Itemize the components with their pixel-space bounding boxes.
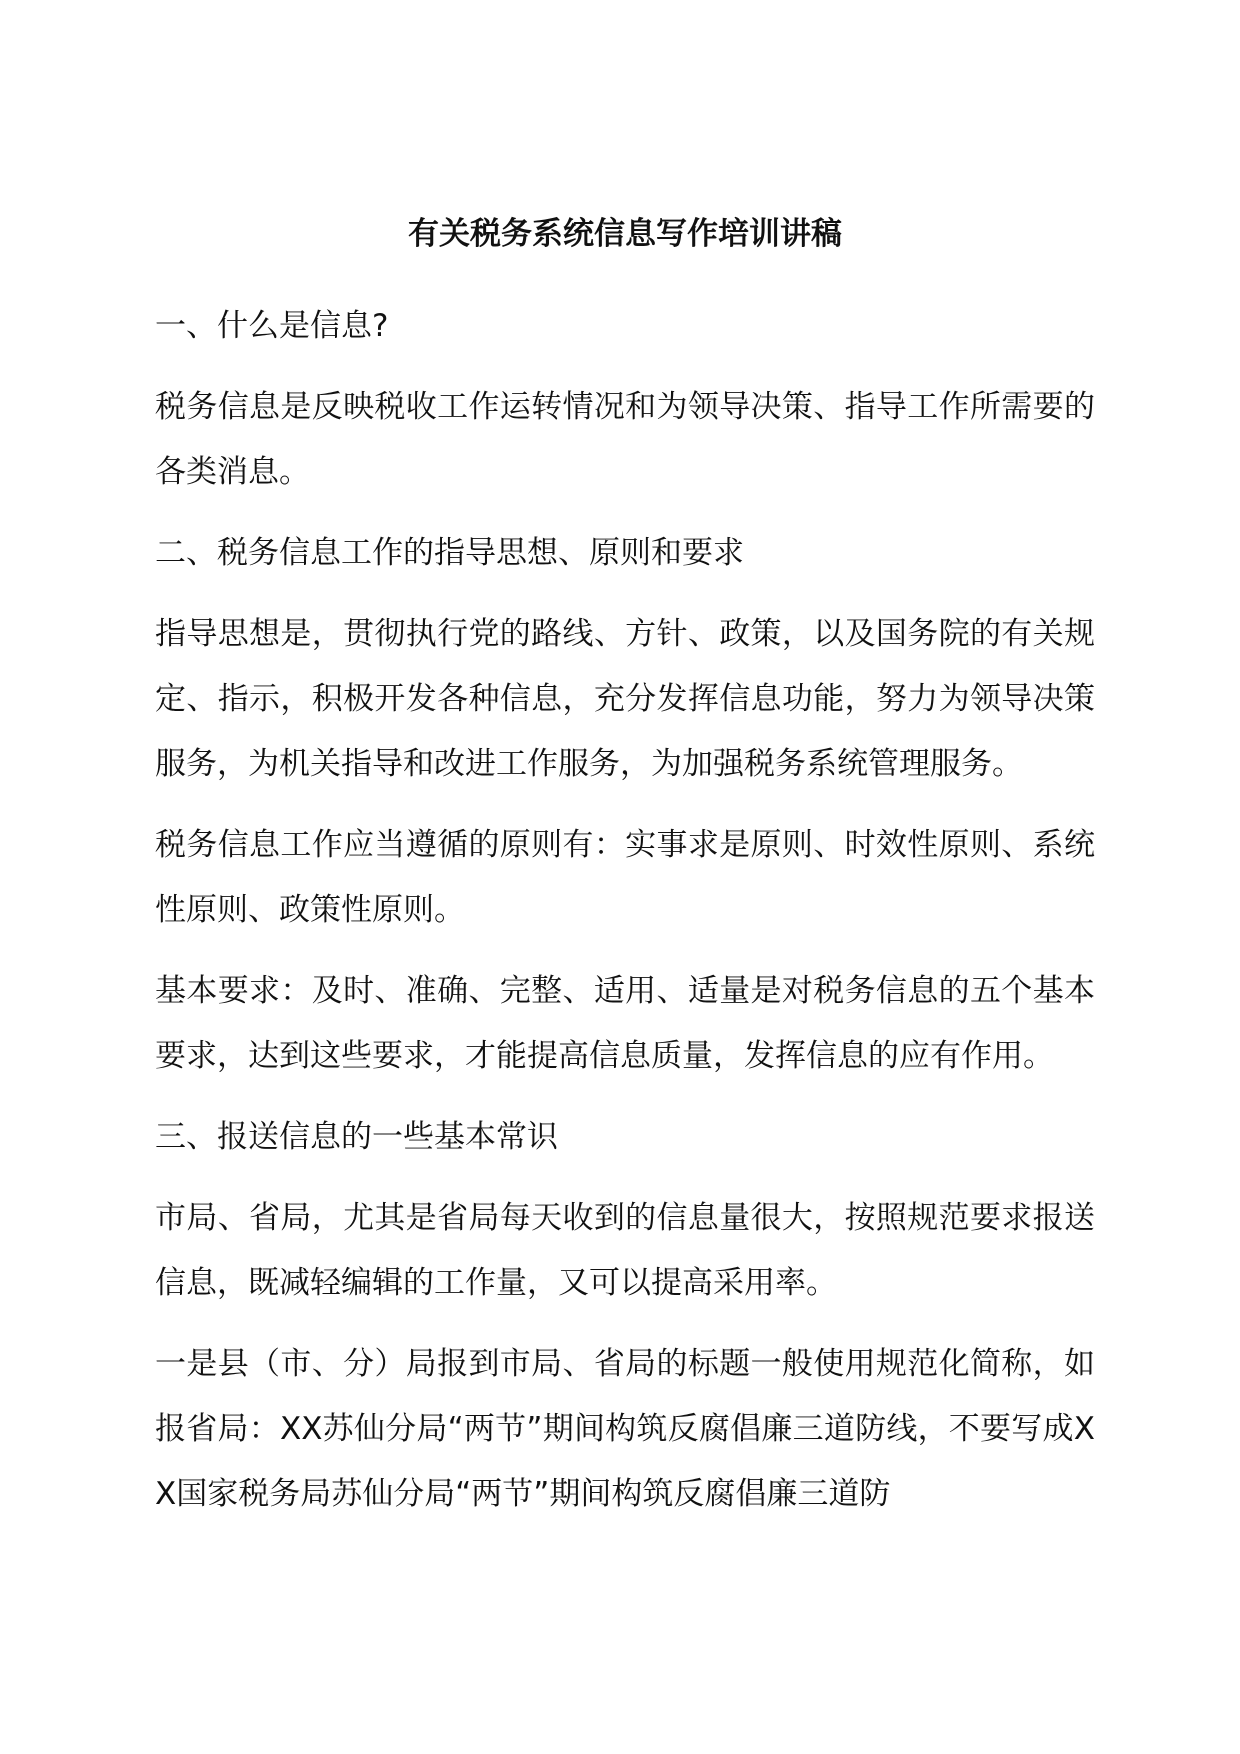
document-title: 有关税务系统信息写作培训讲稿 <box>408 216 842 252</box>
section-heading-1: 一、什么是信息? <box>155 308 389 344</box>
section-heading-2: 二、税务信息工作的指导思想、原则和要求 <box>155 535 744 571</box>
paragraph-guiding-ideology: 指导思想是，贯彻执行党的路线、方针、政策，以及国务院的有关规定、指示，积极开发各种信息，充分发挥信息功能，努力为领导决策服务，为机关指导和改进工作服务，为加强税务系统管理服务。 <box>155 616 1095 782</box>
paragraph-reporting-norms: 市局、省局，尤其是省局每天收到的信息量很大，按照规范要求报送信息，既减轻编辑的工作量，又可以提高采用率。 <box>155 1200 1095 1301</box>
paragraph-basic-requirements: 基本要求：及时、准确、完整、适用、适量是对税务信息的五个基本要求，达到这些要求，才能提高信息质量，发挥信息的应有作用。 <box>155 973 1095 1074</box>
paragraph-definition: 税务信息是反映税收工作运转情况和为领导决策、指导工作所需要的各类消息。 <box>155 389 1095 490</box>
document-body <box>155 212 1095 1543</box>
paragraph-title-abbreviation: 一是县（市、分）局报到市局、省局的标题一般使用规范化简称，如报省局：XX苏仙分局“两节”期间构筑反腐倡廉三道防线，不要写成XX国家税务局苏仙分局“两节”期间构筑反腐倡廉三道防 <box>155 1346 1095 1512</box>
section-heading-3: 三、报送信息的一些基本常识 <box>155 1119 558 1155</box>
paragraph-principles: 税务信息工作应当遵循的原则有：实事求是原则、时效性原则、系统性原则、政策性原则。 <box>155 827 1095 928</box>
